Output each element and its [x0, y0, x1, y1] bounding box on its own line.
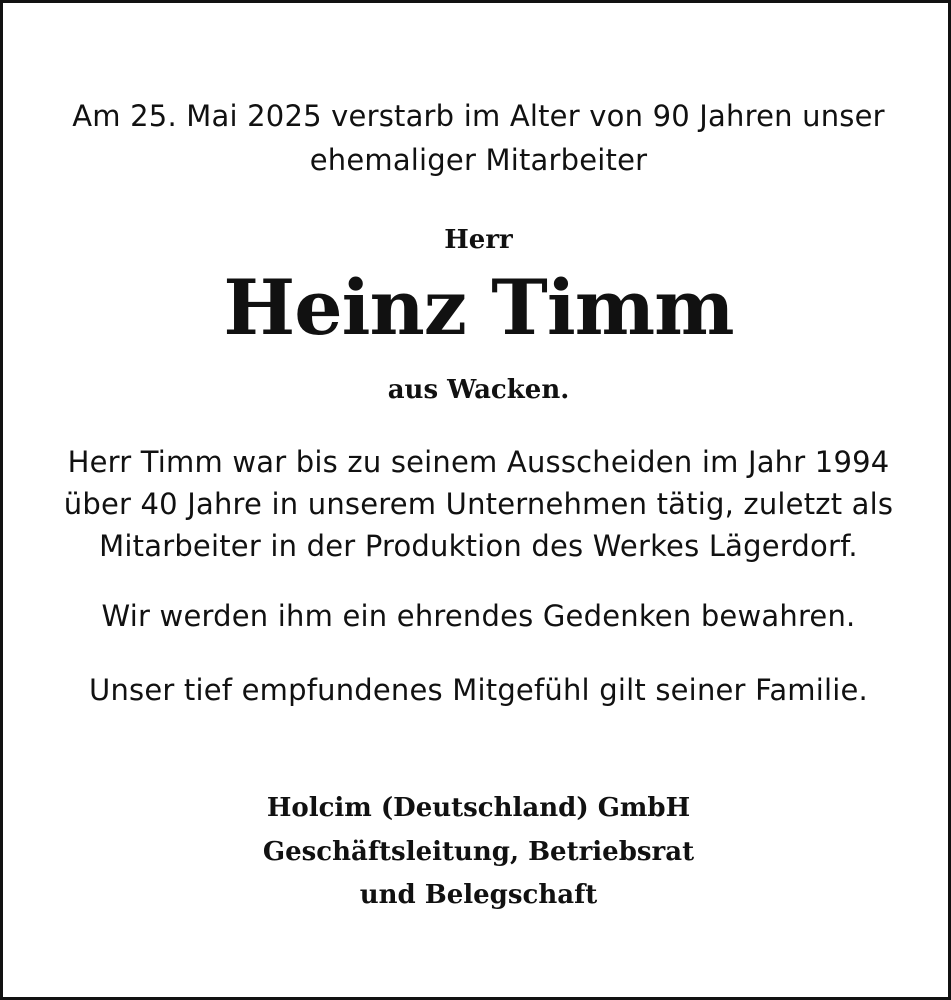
deceased-name: Heinz Timm	[223, 263, 734, 352]
career-line-1: Herr Timm war bis zu seinem Ausscheiden im Jahr 1994	[67, 445, 890, 479]
career-line-3: Mitarbeiter in der Produktion des Werkes Lägerdorf.	[99, 529, 858, 563]
signature-line-3: und Belegschaft	[359, 880, 598, 910]
salutation: Herr	[444, 225, 513, 255]
origin: aus Wacken.	[387, 375, 570, 405]
intro-line-2: ehemaliger Mitarbeiter	[309, 143, 648, 177]
signature-company: Holcim (Deutschland) GmbH	[266, 793, 691, 823]
intro-line-1: Am 25. Mai 2025 verstarb im Alter von 90 Jahren unser	[72, 99, 885, 133]
signature-line-2: Geschäftsleitung, Betriebsrat	[262, 837, 695, 867]
career-line-2: über 40 Jahre in unserem Unternehmen tätig, zuletzt als	[63, 487, 894, 521]
condolence-text: Unser tief empfundenes Mitgefühl gilt seiner Familie.	[89, 673, 868, 707]
remembrance-text: Wir werden ihm ein ehrendes Gedenken bewahren.	[101, 599, 856, 633]
